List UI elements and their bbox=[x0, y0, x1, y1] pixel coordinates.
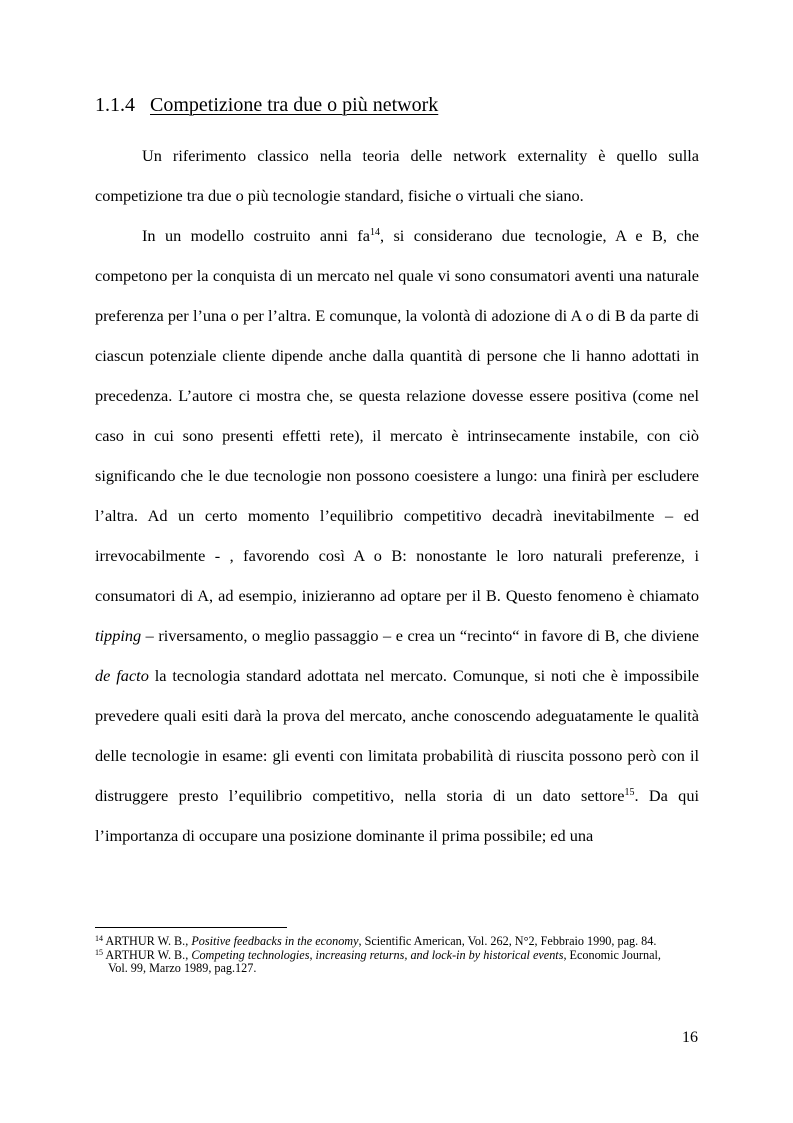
term-de-facto: de facto bbox=[95, 666, 149, 685]
footnote-separator bbox=[95, 927, 287, 928]
page-number: 16 bbox=[682, 1029, 698, 1046]
footnote-15-details: , Economic Journal, bbox=[563, 947, 661, 962]
paragraph-2-text-2: , si considerano due tecnologie, A e B, che competono per la conquista di un mercato nel quale vi sono consumatori aventi una naturale preferenza per l’una o per l’altra. E comunque, la volontà di adozione di A o di B da parte di ciascun potenziale cliente dipende anche dalla quantità di persone che li hanno adottati in precedenza. L’autore ci mostra che, se questa relazione dovesse essere positiva (come nel caso in cui sono presenti effetti rete), il mercato è intrinsecamente instabile, con ciò significando che le due tecnologie non possono coesistere a lungo: una finirà per escludere l’altra. Ad un certo momento l’equilibrio competitivo decadrà inevitabilmente – ed irrevocabilmente - , favorendo così A o B: nonostante le loro naturali preferenze, i consumatori di A, ad esempio, inizieranno ad optare per il B. Questo fenomeno è chiamato bbox=[95, 226, 699, 605]
footnote-14-title: Positive feedbacks in the economy bbox=[191, 934, 359, 948]
footnote-15-author: ARTHUR W. B., bbox=[103, 947, 192, 962]
footnote-14-number: 14 bbox=[95, 934, 103, 943]
body-text bbox=[95, 136, 699, 856]
footnote-ref-15[interactable]: 15 bbox=[624, 787, 635, 798]
paragraph-2-text-4: la tecnologia standard adottata nel mercato. Comunque, si noti che è impossibile prevedere quali esiti darà la prova del mercato, anche conoscendo adeguatamente le qualità delle tecnologie in esame: gli eventi con limitata probabilità di riuscita possono però con il distruggere presto l’equilibrio competitivo, nella storia di un dato settore bbox=[95, 666, 700, 805]
footnote-14-details: , Scientific American, Vol. 262, N°2, Febbraio 1990, pag. 84. bbox=[358, 934, 657, 948]
footnote-14-author: ARTHUR W. B., bbox=[103, 934, 192, 948]
paragraph-1: Un riferimento classico nella teoria delle network externality è quello sulla competizione tra due o più tecnologie standard, fisiche o virtuali che siano. bbox=[95, 146, 699, 205]
footnote-15-title: Competing technologies, increasing returns, and lock-in by historical events bbox=[191, 947, 564, 962]
paragraph-2-text-5: . Da qui l’importanza di occupare una posizione dominante il prima possibile; ed una bbox=[95, 786, 699, 845]
footnote-ref-14[interactable]: 14 bbox=[369, 227, 380, 238]
term-tipping: tipping bbox=[95, 626, 142, 645]
footnotes bbox=[95, 935, 705, 976]
section-heading bbox=[95, 94, 438, 117]
footnote-15-number: 15 bbox=[95, 947, 103, 957]
paragraph-2-text-3: – riversamento, o meglio passaggio – e crea un “recinto“ in favore di B, che diviene bbox=[141, 626, 699, 645]
footnote-15-continuation: Vol. 99, Marzo 1989, pag.127. bbox=[108, 961, 257, 976]
section-number: 1.1.4 bbox=[95, 94, 135, 116]
paragraph-2-text-1: In un modello costruito anni fa bbox=[142, 226, 370, 245]
paragraph-2 bbox=[95, 216, 699, 856]
footnote-14 bbox=[95, 935, 705, 949]
footnote-15 bbox=[95, 949, 705, 963]
section-title: Competizione tra due o più network bbox=[150, 94, 439, 116]
